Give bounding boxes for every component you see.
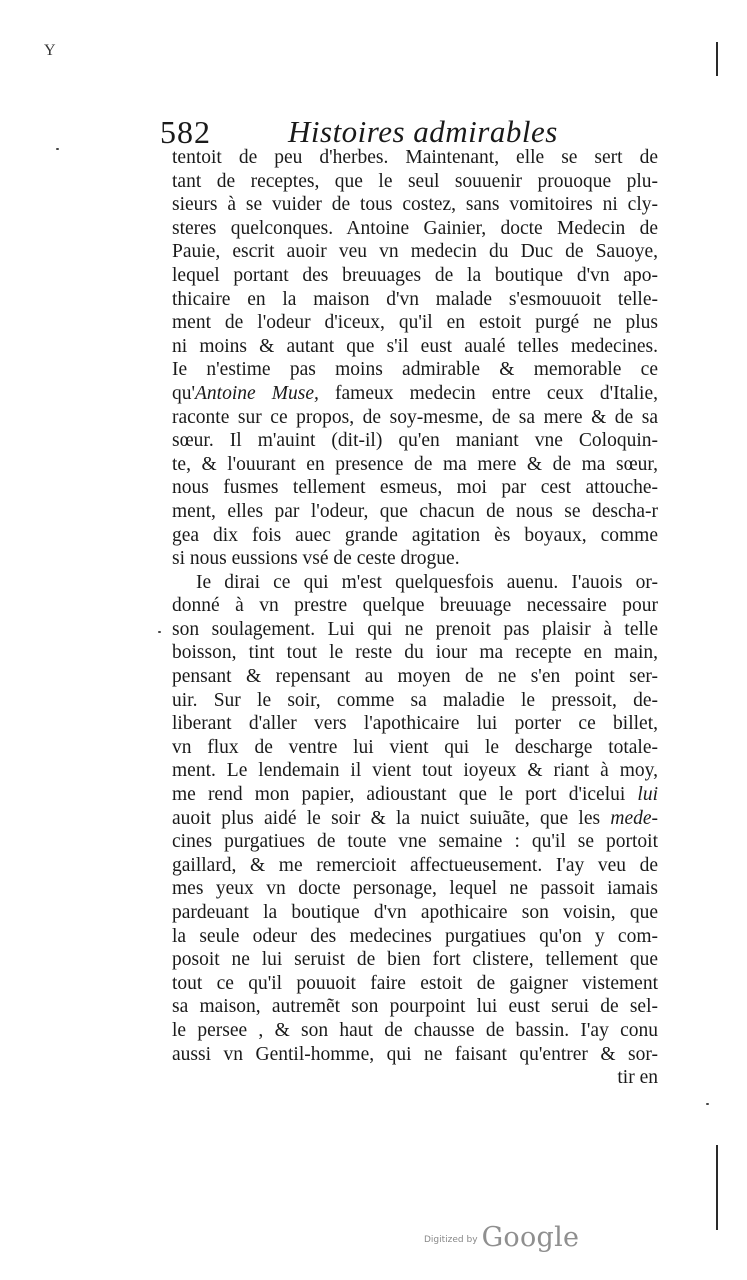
text-line: lequel portant des breuuages de la boutique d'vn apo- [172,264,658,286]
text-line: mes yeux vn docte personage, lequel ne passoit iamais [172,878,658,900]
text-line: pensant & repensant au moyen de ne s'en point ser- [172,666,658,688]
page-edge-rule-top [716,42,718,76]
text-line: ni moins & autant que s'il eust aualé telles medecines. [172,335,658,357]
text-line: sa maison, autremẽt son pourpoint lui eust serui de sel- [172,996,658,1018]
text-line: gea dix fois auec grande agitation ès boyaux, comme [172,524,658,546]
text-line: liberant d'aller vers l'apothicaire lui porter ce billet, [172,713,658,735]
text-line: Pauie, escrit auoir veu vn medecin du Duc de Sauoye, [172,241,658,263]
catchword: tir en [617,1067,658,1089]
page-number: 582 [160,114,211,150]
watermark-caption: Digitized by [424,1235,478,1245]
text-line: uir. Sur le soir, comme sa maladie le pressoit, de- [172,689,658,711]
text-line: vn flux de ventre lui vient qui le descharge totale- [172,736,658,758]
text-line: steres quelconques. Antoine Gainier, docte Medecin de [172,217,658,239]
italic-word: mede- [610,807,658,829]
text-line: aussi vn Gentil-homme, qui ne faisant qu'entrer & sor- [172,1043,658,1065]
text-line: te, & l'ouurant en presence de ma mere & de ma sœur, [172,453,658,475]
google-logo: Google [481,1222,580,1253]
text-line: thicaire en la maison d'vn malade s'esmouuoit telle- [172,288,658,310]
text-line [172,807,658,831]
text-line: gaillard, & me remercioit affectueusement. I'ay veu de [172,854,658,876]
text-line: pardeuant la boutique d'vn apothicaire son voisin, que [172,902,658,923]
ink-speck [158,631,161,633]
running-title: Histoires admirables [288,114,558,149]
text-line: le persee , & son haut de chausse de bassin. I'ay conu [172,1019,658,1041]
text-fragment: me rend mon papier, adioustant que le port d'icelui [172,784,626,806]
text-line: sieurs à se vuider de tous costez, sans vomitoires ni cly- [172,194,658,216]
text-line: raconte sur ce propos, de soy-mesme, de sa mere & de sa [172,406,658,428]
text-line: Ie dirai ce qui m'est quelquesfois auenu. I'auois or- [196,571,658,593]
text-line: son soulagement. Lui qui ne prenoit pas plaisir à telle [172,618,658,640]
digitized-watermark [424,1222,579,1256]
text-line: la seule odeur des medecines purgatiues qu'on y com- [172,925,658,947]
text-line [172,382,658,406]
text-fragment: qu' [172,382,196,404]
text-line: ment, elles par l'odeur, que chacun de nous se descha-r [172,500,658,522]
corner-mark: Y [44,42,56,59]
body-text [172,146,658,1090]
text-line: donné à vn prestre quelque breuuage necessaire pour [172,595,658,617]
text-line: ment de l'odeur d'iceux, qu'il en estoit purgé ne plus [172,312,658,334]
text-line: tout ce qu'il pouuoit faire estoit de gaigner vistement [172,972,658,994]
text-line: boisson, tint tout le reste du iour ma recepte en main, [172,642,658,664]
italic-word: lui [637,784,658,806]
text-line: nous fusmes tellement esmeus, moi par cest attouche- [172,477,658,499]
text-line: cines purgatiues de toute vne semaine : qu'il se portoit [172,831,658,853]
text-line: tentoit de peu d'herbes. Maintenant, elle se sert de [172,147,658,168]
text-line: sœur. Il m'auint (dit-il) qu'en maniant vne Coloquin- [172,430,658,452]
text-line [172,783,658,807]
page-edge-rule-bottom [716,1145,718,1230]
text-line: si nous eussions vsé de ceste drogue. [172,548,460,570]
ink-speck [56,148,59,150]
text-line: ment. Le lendemain il vient tout ioyeux & riant à moy, [172,760,658,782]
text-line: posoit ne lui seruist de bien fort clistere, tellement que [172,949,658,971]
text-fragment: auoit plus aidé le soir & la nuict suiuãte, que les [172,807,601,829]
italic-name: Antoine Muse, [195,382,319,404]
text-line: Ie n'estime pas moins admirable & memorable ce [172,359,658,381]
text-fragment: fameux medecin entre ceux d'Italie, [335,382,659,404]
text-line: tant de receptes, que le seul souuenir prouoque plu- [172,170,658,192]
ink-speck [706,1103,709,1105]
